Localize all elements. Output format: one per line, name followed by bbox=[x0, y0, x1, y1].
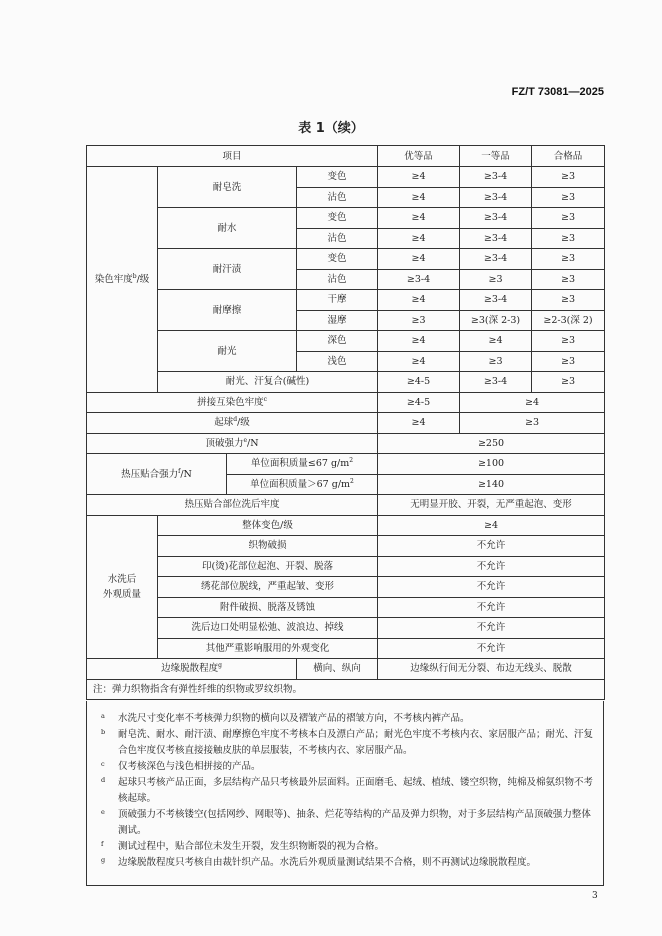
sub-item: 变色 bbox=[297, 249, 378, 270]
value-cell: 不允许 bbox=[378, 577, 605, 598]
footnote: b 耐皂洗、耐水、耐汗渍、耐摩擦色牢度不考核本白及漂白产品；耐光色牢度不考核内衣、家居服产品；耐光、汗复合色牢度仅考核直接接触皮肤的单层服装，不考核内衣、家居服产品。 bbox=[101, 728, 594, 756]
appearance-item: 印(烫)花部位起泡、开裂、脱落 bbox=[158, 556, 378, 577]
table-row bbox=[87, 577, 605, 598]
appearance-item: 洗后边口处明显松弛、波浪边、掉线 bbox=[158, 618, 378, 639]
hotpress-wash-label: 热压贴合部位洗后牢度 bbox=[87, 495, 378, 516]
value-cell: ≥4 bbox=[378, 290, 460, 311]
appearance-label: 水洗后 外观质量 bbox=[87, 515, 158, 659]
burst-label: 顶破强力$^e$/N bbox=[87, 433, 378, 454]
appearance-item: 附件破损、脱落及锈蚀 bbox=[158, 597, 378, 618]
footnote: a 水洗尺寸变化率不考核弹力织物的横向以及褶皱产品的褶皱方向，不考核内裤产品。 bbox=[101, 712, 470, 724]
value-cell: ≥4 bbox=[378, 413, 460, 434]
rub-label: 耐摩擦 bbox=[158, 290, 297, 331]
table-note: 注：弹力织物指含有弹性纤维的织物或罗纹织物。 bbox=[87, 679, 605, 700]
value-cell: ≥4 bbox=[378, 331, 460, 352]
footnote: c 仅考核深色与浅色相拼接的产品。 bbox=[101, 760, 261, 772]
hotpress-weight-high: 单位面积质量＞67 $g/m^2$ bbox=[227, 474, 378, 495]
splice-label: 拼接互染色牢度$^c$ bbox=[87, 392, 378, 413]
appearance-item: 整体变色/级 bbox=[158, 515, 378, 536]
table-row bbox=[87, 515, 605, 536]
value-cell: ≥3 bbox=[460, 269, 532, 290]
table-row bbox=[87, 413, 605, 434]
value-cell: ≥3 bbox=[532, 167, 605, 188]
footnote: d 起球只考核产品正面，多层结构产品只考核最外层面料。正面磨毛、起绒、植绒、镂空织物，纯棉及棉氨织物不考核起球。 bbox=[101, 776, 594, 804]
table-row bbox=[87, 249, 605, 270]
requirements-table bbox=[86, 145, 605, 700]
value-cell: ≥4 bbox=[460, 392, 605, 413]
header-item: 项目 bbox=[87, 146, 378, 167]
table-row bbox=[87, 618, 605, 639]
value-cell: ≥3-4 bbox=[460, 208, 532, 229]
light-label: 耐光 bbox=[158, 331, 297, 372]
value-cell: ≥4-5 bbox=[378, 392, 460, 413]
value-cell: ≥3 bbox=[460, 351, 532, 372]
table-row bbox=[87, 208, 605, 229]
value-cell: 不允许 bbox=[378, 597, 605, 618]
header-superior: 优等品 bbox=[378, 146, 460, 167]
sub-item: 沾色 bbox=[297, 228, 378, 249]
appearance-item: 织物破损 bbox=[158, 536, 378, 557]
header-qualified: 合格品 bbox=[532, 146, 605, 167]
appearance-item: 绣花部位脱线，严重起皱、变形 bbox=[158, 577, 378, 598]
table-row bbox=[87, 331, 605, 352]
value-cell: ≥3 bbox=[460, 413, 605, 434]
value-cell: ≥4 bbox=[378, 351, 460, 372]
table-row bbox=[87, 167, 605, 188]
sub-item: 浅色 bbox=[297, 351, 378, 372]
value-cell: ≥4 bbox=[460, 331, 532, 352]
hotpress-weight-low: 单位面积质量≤67 $g/m^2$ bbox=[227, 454, 378, 475]
value-cell: ≥3 bbox=[378, 310, 460, 331]
sub-item: 变色 bbox=[297, 208, 378, 229]
value-cell: ≥3 bbox=[532, 269, 605, 290]
edge-label: 边缘脱散程度$^g$ bbox=[87, 659, 297, 680]
value-cell: ≥3-4 bbox=[460, 228, 532, 249]
table-row bbox=[87, 392, 605, 413]
sub-item: 沾色 bbox=[297, 187, 378, 208]
header-first-class: 一等品 bbox=[460, 146, 532, 167]
value-cell: ≥4-5 bbox=[378, 372, 460, 393]
page-number: 3 bbox=[592, 891, 598, 901]
soap-label: 耐皂洗 bbox=[158, 167, 297, 208]
fastness-label: 染色牢度$^b$/级 bbox=[87, 167, 158, 393]
table-row bbox=[87, 638, 605, 659]
sub-item: 沾色 bbox=[297, 269, 378, 290]
standard-number: FZ/T 73081—2025 bbox=[511, 86, 604, 98]
table-row bbox=[87, 536, 605, 557]
value-cell: ≥3 bbox=[532, 331, 605, 352]
value-cell: ≥4 bbox=[378, 208, 460, 229]
value-cell: ≥3-4 bbox=[460, 187, 532, 208]
value-cell: 不允许 bbox=[378, 536, 605, 557]
table-row bbox=[87, 495, 605, 516]
footnote: f 测试过程中，贴合部位未发生开裂，发生织物断裂的视为合格。 bbox=[101, 840, 385, 852]
value-cell: ≥100 bbox=[378, 454, 605, 475]
table-row bbox=[87, 433, 605, 454]
value-cell: 不允许 bbox=[378, 618, 605, 639]
value-cell: ≥3-4 bbox=[460, 290, 532, 311]
sub-item: 深色 bbox=[297, 331, 378, 352]
value-cell: ≥4 bbox=[378, 515, 605, 536]
sweat-label: 耐汗渍 bbox=[158, 249, 297, 290]
table-row bbox=[87, 597, 605, 618]
value-cell: ≥3 bbox=[532, 249, 605, 270]
table-title: 表 1（续） bbox=[298, 121, 364, 136]
value-cell: 不允许 bbox=[378, 556, 605, 577]
value-cell: ≥3-4 bbox=[378, 269, 460, 290]
value-cell: ≥4 bbox=[378, 167, 460, 188]
combo-label: 耐光、汗复合(碱性) bbox=[158, 372, 378, 393]
value-cell: ≥3-4 bbox=[460, 167, 532, 188]
value-cell: 无明显开胶、开裂，无严重起泡、变形 bbox=[378, 495, 605, 516]
value-cell: ≥3-4 bbox=[460, 249, 532, 270]
table-row bbox=[87, 372, 605, 393]
footnote: e 顶破强力不考核镂空(包括网纱、网眼等)、抽条、烂花等结构的产品及弹力织物，对于多层结构产品顶破强力整体测试。 bbox=[101, 808, 591, 836]
value-cell: ≥2-3(深 2) bbox=[532, 310, 605, 331]
table-row bbox=[87, 556, 605, 577]
sub-item: 湿摩 bbox=[297, 310, 378, 331]
table-row bbox=[87, 290, 605, 311]
water-label: 耐水 bbox=[158, 208, 297, 249]
table-row bbox=[87, 454, 605, 475]
value-cell: 不允许 bbox=[378, 638, 605, 659]
appearance-item: 其他严重影响服用的外观变化 bbox=[158, 638, 378, 659]
value-cell: ≥3-4 bbox=[460, 372, 532, 393]
value-cell: ≥250 bbox=[378, 433, 605, 454]
sub-item: 干摩 bbox=[297, 290, 378, 311]
table-header-row bbox=[87, 146, 605, 167]
value-cell: ≥3 bbox=[532, 351, 605, 372]
value-cell: ≥3 bbox=[532, 208, 605, 229]
value-cell: ≥140 bbox=[378, 474, 605, 495]
value-cell: ≥3(深 2-3) bbox=[460, 310, 532, 331]
value-cell: ≥4 bbox=[378, 187, 460, 208]
value-cell: 边缘纵行间无分裂、布边无线头、脱散 bbox=[378, 659, 605, 680]
value-cell: ≥4 bbox=[378, 249, 460, 270]
footnotes-box bbox=[86, 701, 604, 886]
edge-direction: 横向、纵向 bbox=[297, 659, 378, 680]
value-cell: ≥3 bbox=[532, 187, 605, 208]
footnote: g 边缘脱散程度只考核自由裁针织产品。水洗后外观质量测试结果不合格，则不再测试边缘脱散程度。 bbox=[101, 856, 537, 868]
value-cell: ≥3 bbox=[532, 372, 605, 393]
sub-item: 变色 bbox=[297, 167, 378, 188]
table-row bbox=[87, 659, 605, 680]
table-row bbox=[87, 679, 605, 700]
hotpress-label: 热压贴合强力$^f$/N bbox=[87, 454, 227, 495]
pilling-label: 起球$^d$/级 bbox=[87, 413, 378, 434]
value-cell: ≥4 bbox=[378, 228, 460, 249]
value-cell: ≥3 bbox=[532, 290, 605, 311]
value-cell: ≥3 bbox=[532, 228, 605, 249]
